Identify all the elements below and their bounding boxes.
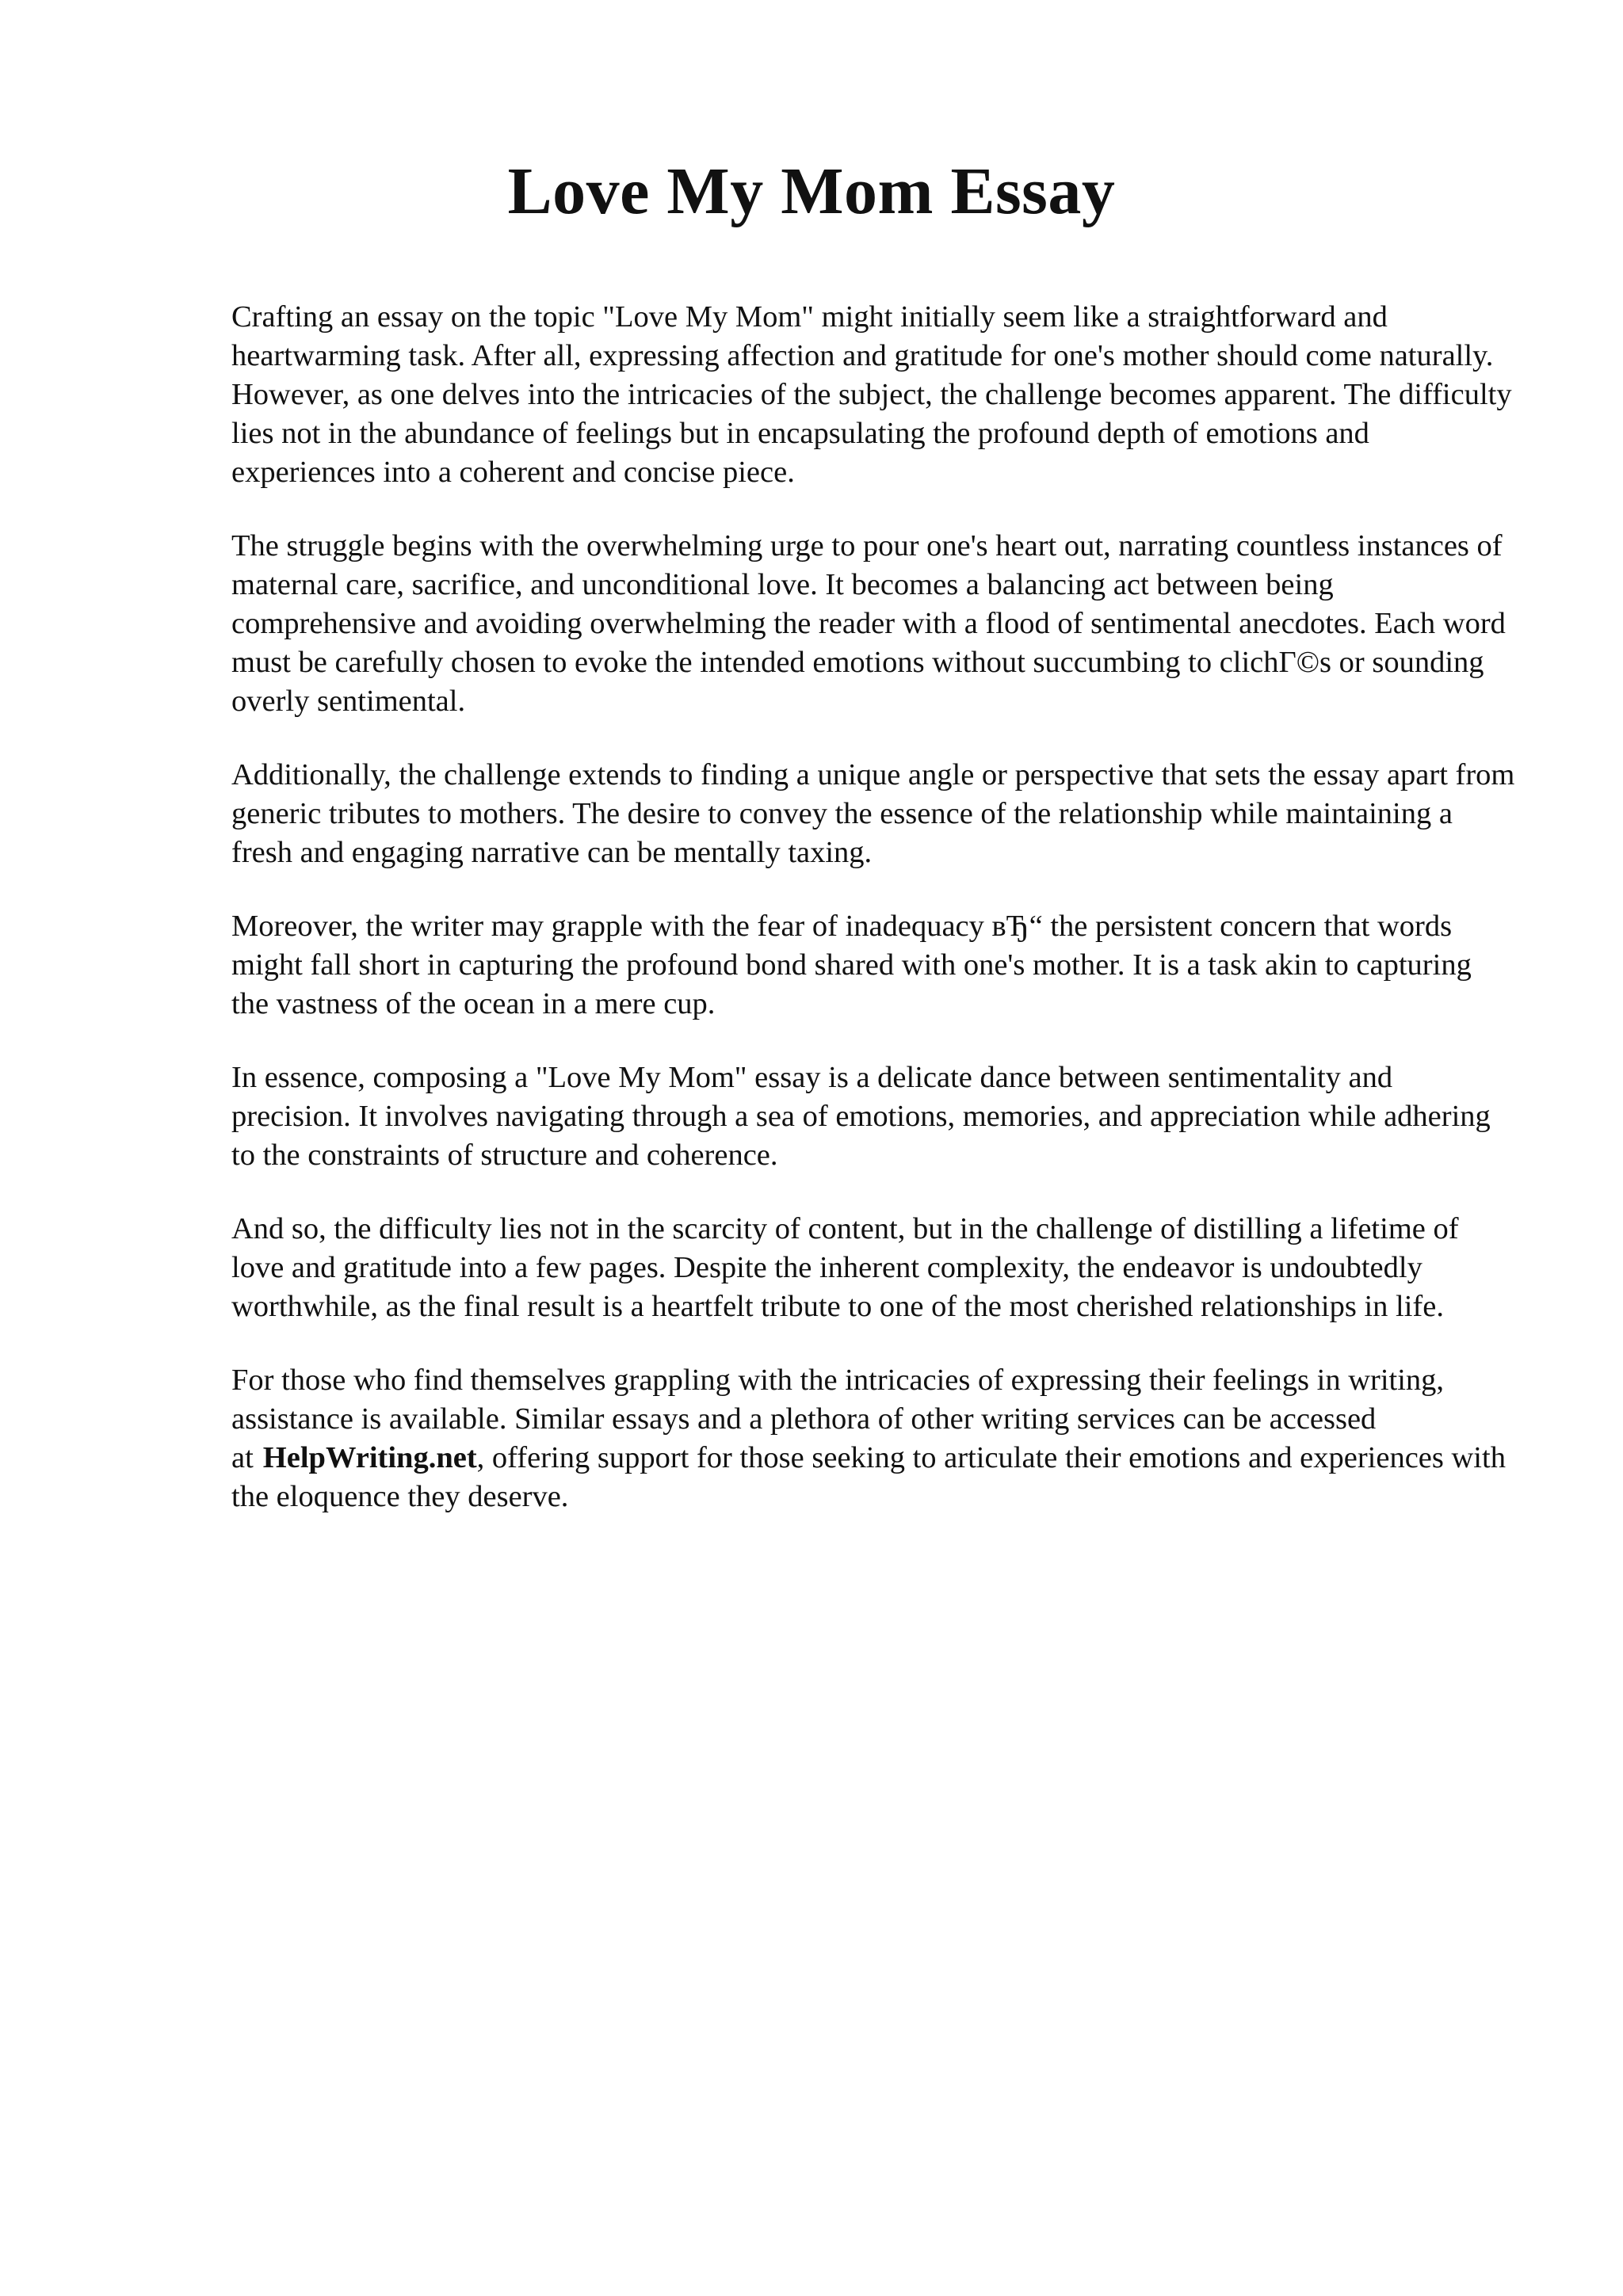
paragraph-7 <box>231 1361 1515 1516</box>
paragraph-7-intro: For those who find themselves grappling with the intricacies of expressing their feelings in writing, assistance is available. Similar essays and a plethora of other writing services can be accessed at <box>231 1363 1445 1474</box>
helpwriting-link[interactable]: HelpWriting.net <box>262 1441 477 1474</box>
paragraph-2: The struggle begins with the overwhelming urge to pour one's heart out, narrating countless instances of maternal care, sacrifice, and unconditional love. It becomes a balancing act between being comprehensive and avoiding overwhelming the reader with a flood of sentimental anecdotes. Each word must be carefully chosen to evoke the intended emotions without succumbing to clichГ©s or sounding overly sentimental. <box>231 529 1506 718</box>
essay-body <box>231 298 1515 1551</box>
essay-title: Love My Mom Essay <box>507 154 1116 228</box>
paragraph-4: Moreover, the writer may grapple with the fear of inadequacy вЂ“ the persistent concern that words might fall short in capturing the profound bond shared with one's mother. It is a task akin to capturing the vastness of the ocean in a mere cup. <box>231 910 1472 1020</box>
paragraph-7-outro: , offering support for those seeking to articulate their emotions and experiences with the eloquence they deserve. <box>231 1441 1506 1513</box>
paragraph-3: Additionally, the challenge extends to finding a unique angle or perspective that sets the essay apart from generic tributes to mothers. The desire to convey the essence of the relationship while maintaining a fresh and engaging narrative can be mentally taxing. <box>231 758 1515 869</box>
paragraph-1: Crafting an essay on the topic "Love My Mom" might initially seem like a straightforward and heartwarming task. After all, expressing affection and gratitude for one's mother should come naturally. However, as one delves into the intricacies of the subject, the challenge becomes apparent. The difficulty lies not in the abundance of feelings but in encapsulating the profound depth of emotions and experiences into a coherent and concise piece. <box>231 300 1512 489</box>
paragraph-6: And so, the difficulty lies not in the scarcity of content, but in the challenge of distilling a lifetime of love and gratitude into a few pages. Despite the inherent complexity, the endeavor is undoubtedly worthwhile, as the final result is a heartfelt tribute to one of the most cherished relationships in life. <box>231 1212 1459 1323</box>
paragraph-5: In essence, composing a "Love My Mom" essay is a delicate dance between sentimentality and precision. It involves navigating through a sea of emotions, memories, and appreciation while adhering to the constraints of structure and coherence. <box>231 1061 1491 1172</box>
